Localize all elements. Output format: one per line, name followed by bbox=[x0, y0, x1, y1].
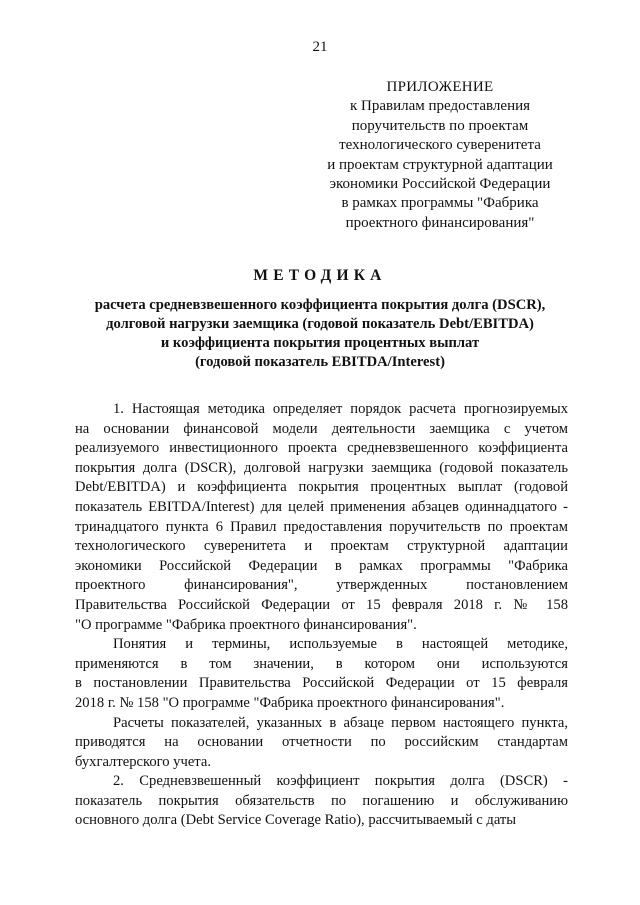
appendix-line: к Правилам предоставления bbox=[349, 98, 531, 115]
paragraph-line: тринадцатого пункта 6 Правил предоставления поручительств по проектам bbox=[75, 518, 568, 535]
paragraph-line: в постановлении Правительства Российской Федерации от 15 февраля bbox=[75, 675, 568, 692]
paragraph-line: технологического суверенитета и проектам структурной адаптации bbox=[75, 538, 568, 555]
appendix-line: поручительств по проектам bbox=[351, 117, 529, 134]
subtitle-line: (годовой показатель EBITDA/Interest) bbox=[195, 354, 445, 370]
methodology-title: МЕТОДИКА bbox=[253, 267, 387, 284]
appendix-line: проектного финансирования" bbox=[345, 214, 535, 231]
paragraph-line: Расчеты показателей, указанных в абзаце первом настоящего пункта, bbox=[113, 714, 568, 731]
appendix-title: ПРИЛОЖЕНИЕ bbox=[386, 79, 494, 95]
body-paragraph bbox=[75, 772, 568, 831]
paragraph-line: проектного финансирования", утвержденных постановлением bbox=[75, 577, 568, 594]
paragraph-line: показатель EBITDA/Interest) для целей применения абзацев одиннадцатого - bbox=[75, 498, 568, 515]
appendix-line: и проектам структурной адаптации bbox=[327, 156, 553, 173]
appendix-header bbox=[320, 78, 560, 233]
paragraph-line: "О программе "Фабрика проектного финансирования". bbox=[75, 616, 417, 633]
methodology-subtitle bbox=[60, 296, 580, 372]
paragraph-line: реализуемого инвестиционного проекта средневзвешенного коэффициента bbox=[75, 440, 568, 457]
paragraph-line: Debt/EBITDA) и коэффициента покрытия процентных выплат (годовой bbox=[75, 479, 568, 496]
paragraph-line: применяются в том значении, в котором они используются bbox=[75, 655, 568, 672]
appendix-line: экономики Российской Федерации bbox=[329, 176, 551, 193]
paragraph-line: бухгалтерского учета. bbox=[75, 753, 211, 770]
paragraph-line: 1. Настоящая методика определяет порядок расчета прогнозируемых bbox=[113, 401, 568, 417]
paragraph-line: 2018 г. № 158 "О программе "Фабрика проектного финансирования". bbox=[75, 694, 505, 711]
paragraph-line: основного долга (Debt Service Coverage Ratio), рассчитываемый с даты bbox=[75, 812, 517, 829]
paragraph-line: приводятся на основании отчетности по российским стандартам bbox=[75, 734, 568, 751]
appendix-line: в рамках программы "Фабрика bbox=[341, 195, 539, 212]
appendix-line: технологического суверенитета bbox=[339, 137, 541, 154]
document-body bbox=[75, 400, 568, 831]
paragraph-line: Понятия и термины, используемые в настоящей методике, bbox=[113, 636, 568, 653]
paragraph-line: 2. Средневзвешенный коэффициент покрытия долга (DSCR) - bbox=[113, 773, 568, 790]
subtitle-line: и коэффициента покрытия процентных выплат bbox=[160, 335, 480, 351]
body-paragraph bbox=[75, 714, 568, 773]
body-paragraph bbox=[75, 635, 568, 713]
body-paragraph bbox=[75, 400, 568, 635]
subtitle-line: расчета средневзвешенного коэффициента покрытия долга (DSCR), bbox=[94, 297, 546, 313]
paragraph-line: на основании финансовой модели деятельности заемщика с учетом bbox=[75, 420, 568, 437]
subtitle-line: долговой нагрузки заемщика (годовой показатель Debt/EBITDA) bbox=[106, 316, 534, 332]
page-number: 21 bbox=[312, 39, 328, 55]
paragraph-line: показатель покрытия обязательств по погашению и обслуживанию bbox=[75, 792, 568, 809]
paragraph-line: Правительства Российской Федерации от 15 февраля 2018 г. № 158 bbox=[75, 596, 568, 613]
paragraph-line: экономики Российской Федерации в рамках программы "Фабрика bbox=[75, 557, 568, 574]
paragraph-line: покрытия долга (DSCR), долговой нагрузки заемщика (годовой показатель bbox=[75, 459, 568, 476]
